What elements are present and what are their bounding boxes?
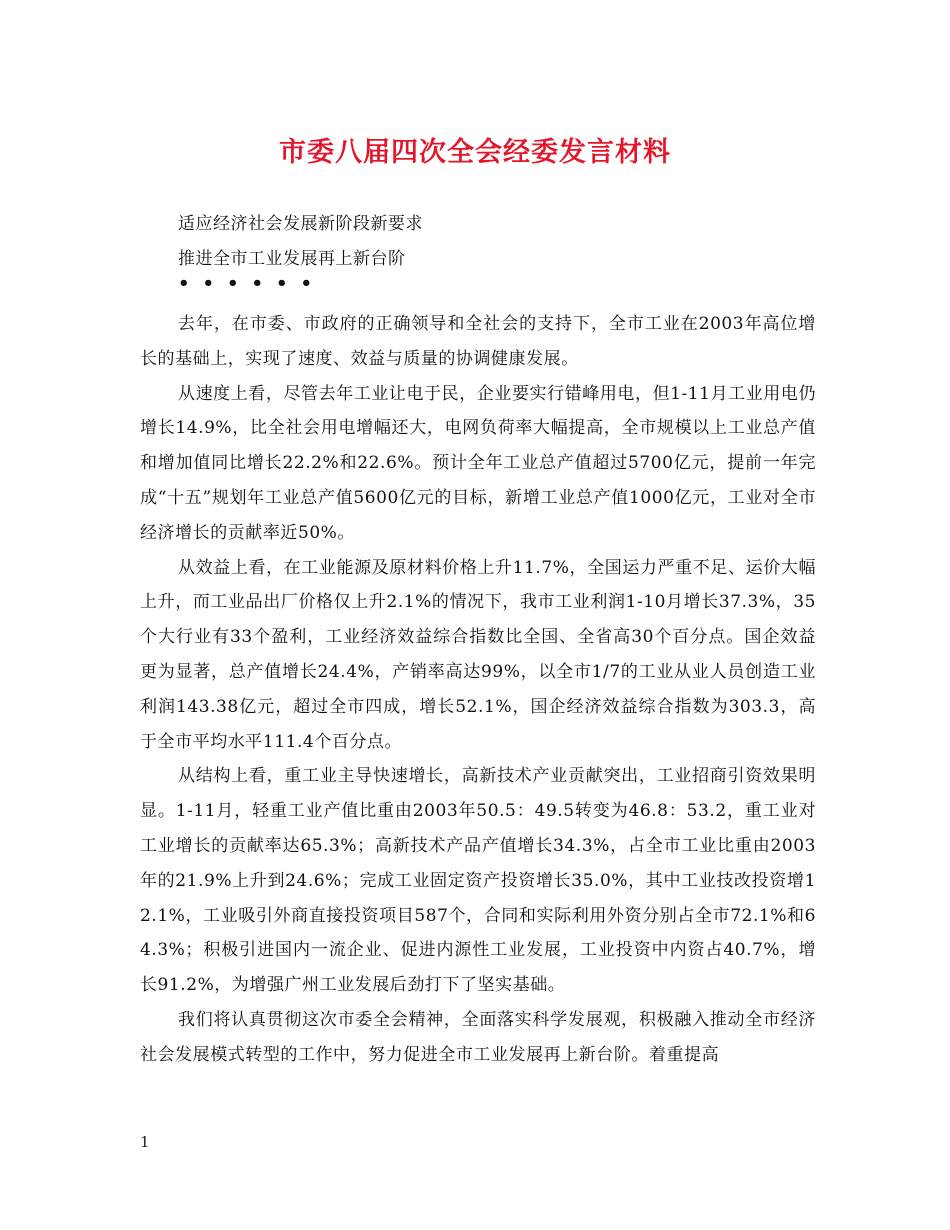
page-number: 1 [140, 1133, 150, 1151]
subtitle-line-1: 适应经济社会发展新阶段新要求 [178, 214, 423, 234]
paragraph-intro: 去年，在市委、市政府的正确领导和全社会的支持下，全市工业在2003年高位增长的基础上，实现了速度、效益与质量的协调健康发展。 [140, 314, 816, 369]
paragraph-speed: 从速度上看，尽管去年工业让电于民，企业要实行错峰用电，但1-11月工业用电仍增长14.9%，比全社会用电增幅还大，电网负荷率大幅提高，全市规模以上工业总产值和增加值同比增长22.2%和22.6%。预计全年工业总产值超过5700亿元，提前一年完成“十五”规划年工业总产值5600亿元的目标，新增工业总产值1000亿元，工业对全市经济增长的贡献率近50%。 [140, 383, 816, 543]
subtitle-line-2: 推进全市工业发展再上新台阶 [178, 249, 406, 269]
paragraph-benefit: 从效益上看，在工业能源及原材料价格上升11.7%，全国运力严重不足、运价大幅上升，而工业品出厂价格仅上升2.1%的情况下，我市工业利润1-10月增长37.3%，35个大行业有33个盈利，工业经济效益综合指数比全国、全省高30个百分点。国企效益更为显著，总产值增长24.4%，产销率高达99%，以全市1/7的工业从业人员创造工业利润143.38亿元，超过全市四成，增长52.1%，国企经济效益综合指数为303.3，高于全市平均水平111.4个百分点。 [140, 557, 816, 752]
dot-separator: •••••• [178, 273, 326, 294]
paragraph-structure: 从结构上看，重工业主导快速增长，高新技术产业贡献突出，工业招商引资效果明显。1-11月，轻重工业产值比重由2003年50.5：49.5转变为46.8：53.2，重工业对工业增长的贡献率达65.3%；高新技术产品产值增长34.3%，占全市工业比重由2003年的21.9%上升到24.6%；完成工业固定资产投资增长35.0%，其中工业技改投资增12.1%，工业吸引外商直接投资项目587个，合同和实际利用外资分别占全市72.1%和64.3%；积极引进国内一流企业、促进内源性工业发展，工业投资中内资占40.7%，增长91.2%，为增强广州工业发展后劲打下了坚实基础。 [140, 766, 816, 996]
document-body [140, 307, 816, 1073]
document-title: 市委八届四次全会经委发言材料 [279, 137, 671, 168]
paragraph-plan: 我们将认真贯彻这次市委全会精神，全面落实科学发展观，积极融入推动全市经济社会发展模式转型的工作中，努力促进全市工业发展再上新台阶。着重提高 [140, 1009, 816, 1065]
